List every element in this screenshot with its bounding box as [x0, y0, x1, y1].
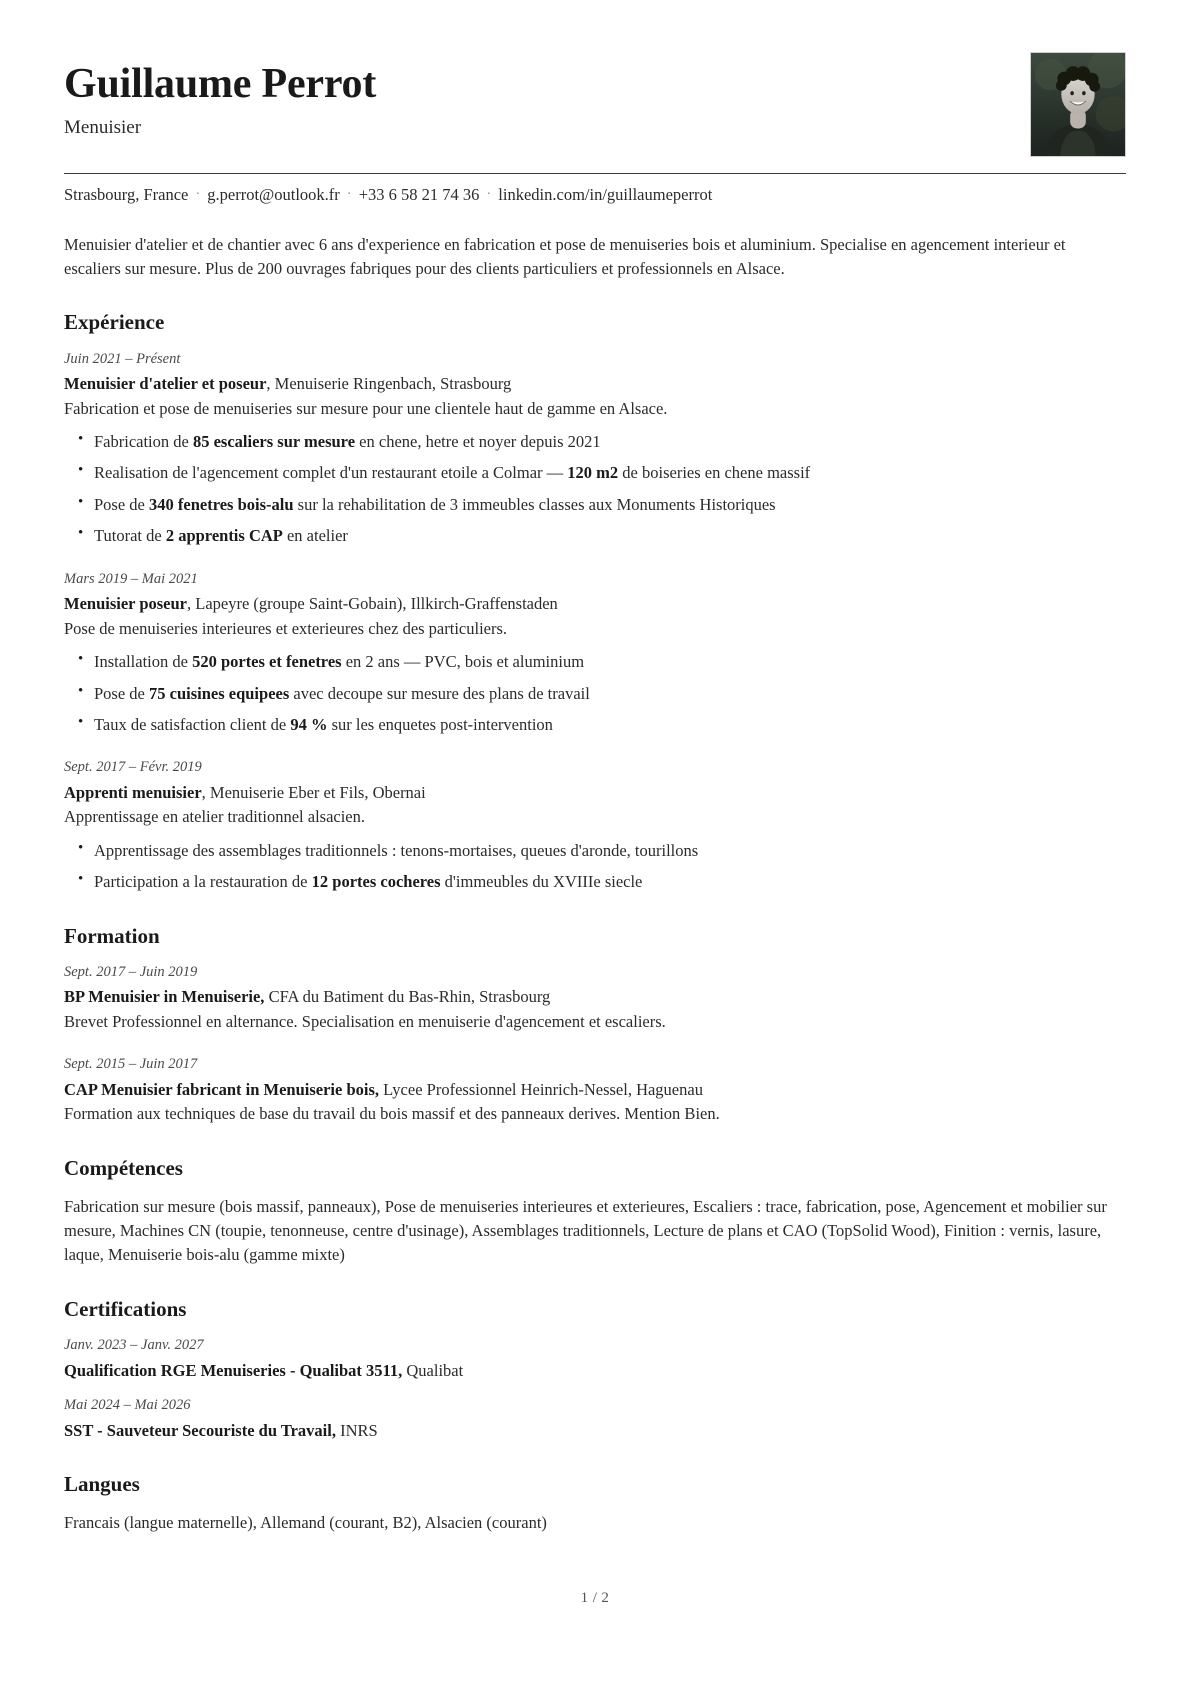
- entry-title: SST - Sauveteur Secouriste du Travail,: [64, 1420, 336, 1440]
- entry-organization: Qualibat: [402, 1360, 464, 1380]
- resume-content: [64, 52, 1126, 1535]
- bullet-highlight: 120 m2: [567, 463, 619, 483]
- contact-linkedin[interactable]: linkedin.com/in/guillaumeperrot: [498, 185, 713, 204]
- entry-heading: [64, 1359, 1126, 1382]
- entry-bullet-list: [64, 839, 1126, 894]
- entry-date: Sept. 2017 – Févr. 2019: [64, 759, 202, 776]
- entry-title: BP Menuisier in Menuiserie,: [64, 987, 265, 1007]
- bullet-highlight: 2 apprentis CAP: [165, 526, 283, 546]
- competences-text: Fabrication sur mesure (bois massif, panneaux), Pose de menuiseries interieures et exterieures, Escaliers : trace, fabrication, pose, Agencement et mobilier sur mesure, Machines CN (toupie, tenonneuse, centre d'usinage), Assemblages traditionnels, Lecture de plans et CAO (TopSolid Wood), Finition : vernis, lasure, laque, Menuiserie bois-alu (gamme mixte): [64, 1196, 1107, 1264]
- entry-title: Menuisier poseur: [64, 594, 187, 614]
- list-item: • Pose de 340 fenetres bois-alu sur la rehabilitation de 3 immeubles classes aux Monuments Historiques: [64, 493, 1126, 516]
- bullet-highlight: 75 cuisines equipees: [149, 683, 290, 703]
- entry-title: Apprenti menuisier: [64, 782, 202, 802]
- entry-bullet-list: [64, 650, 1126, 736]
- entry-date: Sept. 2015 – Juin 2017: [64, 1056, 198, 1073]
- entry-description: Fabrication et pose de menuiseries sur mesure pour une clientele haut de gamme en Alsace.: [64, 398, 668, 418]
- resume-entry: [64, 1336, 1126, 1382]
- entry-date: Sept. 2017 – Juin 2019: [64, 963, 198, 980]
- resume-entry: [64, 570, 1126, 737]
- section-experience: [64, 310, 1126, 893]
- entry-date: Janv. 2023 – Janv. 2027: [64, 1337, 204, 1354]
- entry-heading: [64, 592, 1126, 615]
- section-langues: [64, 1472, 1126, 1535]
- list-item: • Pose de 75 cuisines equipees avec decoupe sur mesure des plans de travail: [64, 682, 1126, 705]
- contact-separator-3: ·: [486, 187, 492, 202]
- list-item: • Installation de 520 portes et fenetres en 2 ans — PVC, bois et aluminium: [64, 650, 1126, 673]
- entry-description: Brevet Professionnel en alternance. Specialisation en menuiserie d'agencement et escaliers.: [64, 1011, 666, 1031]
- resume-entry: [64, 350, 1126, 548]
- identity-block: [64, 52, 1002, 139]
- contact-separator-2: ·: [346, 187, 352, 202]
- list-item: • Taux de satisfaction client de 94 % sur les enquetes post-intervention: [64, 713, 1126, 736]
- entry-date: Juin 2021 – Présent: [64, 350, 181, 367]
- list-item: • Apprentissage des assemblages traditionnels : tenons-mortaises, queues d'aronde, tourillons: [64, 839, 1126, 862]
- page-title: Guillaume Perrot: [64, 61, 377, 107]
- section-title-competences: Compétences: [64, 1155, 183, 1180]
- entry-title: Qualification RGE Menuiseries - Qualibat 3511,: [64, 1360, 403, 1380]
- contact-email[interactable]: g.perrot@outlook.fr: [207, 185, 340, 204]
- list-item: • Tutorat de 2 apprentis CAP en atelier: [64, 524, 1126, 547]
- bullet-highlight: 340 fenetres bois-alu: [149, 494, 294, 514]
- entry-organization: , Lapeyre (groupe Saint-Gobain), Illkirch-Graffenstaden: [187, 594, 558, 614]
- bullet-highlight: 12 portes cocheres: [311, 872, 441, 892]
- entry-date: Mai 2024 – Mai 2026: [64, 1397, 191, 1414]
- section-title-certifications: Certifications: [64, 1297, 187, 1322]
- entry-date: Mars 2019 – Mai 2021: [64, 570, 198, 587]
- entry-organization: CFA du Batiment du Bas-Rhin, Strasbourg: [264, 987, 551, 1007]
- entry-heading: [64, 372, 1126, 395]
- section-title-formation: Formation: [64, 923, 160, 948]
- section-certifications: [64, 1297, 1126, 1442]
- profile-summary: Menuisier d'atelier et de chantier avec 6 ans d'experience en fabrication et pose de menuiseries bois et aluminium. Specialise en agencement interieur et escaliers sur mesure. Plus de 200 ouvrages fabriques pour des clients particuliers et professionnels en Alsace.: [64, 234, 1066, 278]
- resume-entry: [64, 758, 1126, 893]
- entry-organization: , Menuiserie Ringenbach, Strasbourg: [266, 374, 512, 394]
- avatar: [1030, 52, 1126, 157]
- entry-description: Pose de menuiseries interieures et exterieures chez des particuliers.: [64, 618, 508, 638]
- entry-organization: , Menuiserie Eber et Fils, Obernai: [201, 782, 426, 802]
- entry-organization: Lycee Professionnel Heinrich-Nessel, Haguenau: [379, 1079, 703, 1099]
- resume-entry: [64, 1055, 1126, 1125]
- list-item: • Participation a la restauration de 12 portes cocheres d'immeubles du XVIIIe siecle: [64, 870, 1126, 893]
- list-item: • Fabrication de 85 escaliers sur mesure en chene, hetre et noyer depuis 2021: [64, 430, 1126, 453]
- bullet-highlight: 520 portes et fenetres: [192, 652, 342, 672]
- portrait-photo-icon: [1031, 53, 1125, 156]
- entry-heading: [64, 1078, 1126, 1101]
- section-formation: [64, 924, 1126, 1126]
- job-role-subtitle: Menuisier: [64, 116, 142, 138]
- resume-entry: [64, 963, 1126, 1033]
- section-title-langues: Langues: [64, 1472, 140, 1497]
- entry-organization: INRS: [335, 1420, 378, 1440]
- entry-heading: [64, 1419, 1126, 1442]
- entry-bullet-list: [64, 430, 1126, 548]
- section-title-experience: Expérience: [64, 310, 165, 335]
- resume-entry: [64, 1396, 1126, 1442]
- entry-heading: [64, 985, 1126, 1008]
- section-competences: [64, 1156, 1126, 1267]
- formation-entries: [64, 963, 1126, 1126]
- contact-location: Strasbourg, France: [64, 185, 189, 204]
- entry-description: Formation aux techniques de base du travail du bois massif et des panneaux derives. Mention Bien.: [64, 1104, 720, 1124]
- langues-text: Francais (langue maternelle), Allemand (courant, B2), Alsacien (courant): [64, 1513, 547, 1533]
- list-item: • Realisation de l'agencement complet d'un restaurant etoile a Colmar — 120 m2 de boiseries en chene massif: [64, 461, 1126, 484]
- page-footer: [0, 1590, 1190, 1607]
- entry-title: CAP Menuisier fabricant in Menuiserie bois,: [64, 1079, 380, 1099]
- page-number: 1 / 2: [580, 1590, 610, 1606]
- contact-line: [64, 174, 1126, 207]
- entry-heading: [64, 781, 1126, 804]
- contact-phone[interactable]: +33 6 58 21 74 36: [358, 185, 480, 204]
- certification-entries: [64, 1336, 1126, 1442]
- bullet-highlight: 85 escaliers sur mesure: [192, 432, 356, 452]
- contact-separator-1: ·: [195, 187, 201, 202]
- resume-header: [64, 52, 1126, 157]
- experience-entries: [64, 350, 1126, 894]
- bullet-highlight: 94 %: [290, 714, 328, 734]
- entry-title: Menuisier d'atelier et poseur: [64, 374, 267, 394]
- entry-description: Apprentissage en atelier traditionnel alsacien.: [64, 807, 366, 827]
